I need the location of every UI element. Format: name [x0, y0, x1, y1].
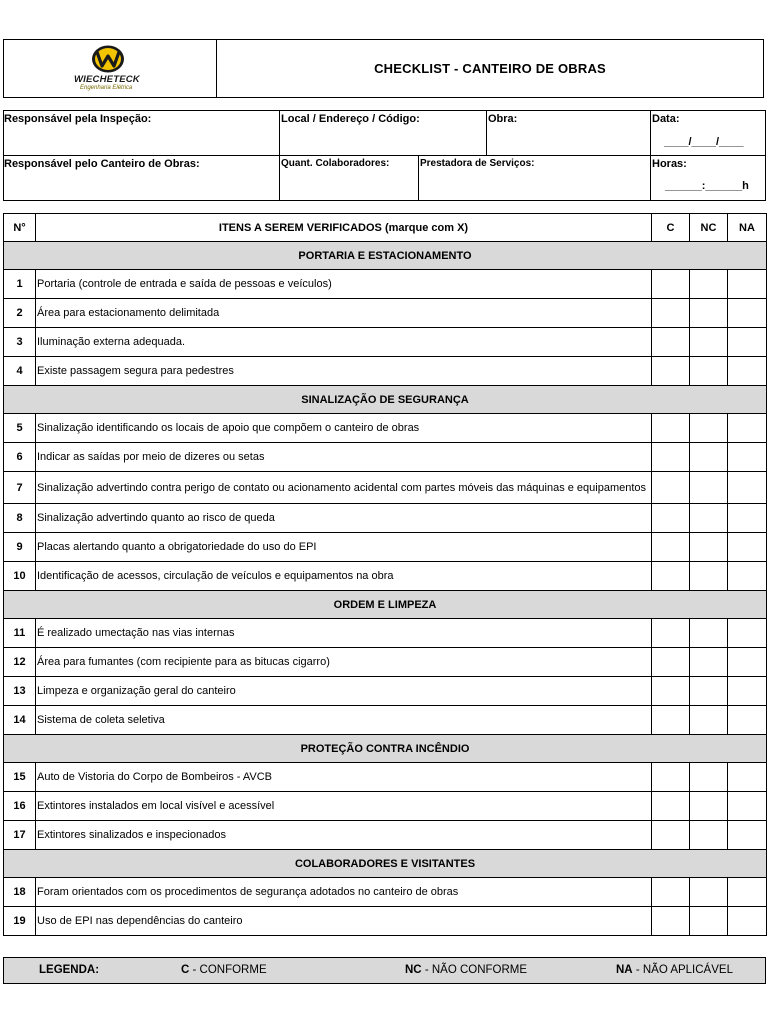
- company-logo: [4, 40, 217, 97]
- data-label: Data:: [652, 113, 680, 125]
- item-text: Extintores sinalizados e inspecionados: [36, 821, 652, 850]
- item-text: Sistema de coleta seletiva: [36, 706, 652, 735]
- table-row: [4, 562, 767, 591]
- info-divider: [650, 111, 651, 200]
- item-number: 19: [4, 907, 36, 936]
- checkbox-c[interactable]: [652, 677, 690, 706]
- checkbox-nc[interactable]: [690, 792, 728, 821]
- table-row: [4, 270, 767, 299]
- checkbox-nc[interactable]: [690, 270, 728, 299]
- table-row: [4, 907, 767, 936]
- info-divider: [486, 111, 487, 155]
- item-text: Área para fumantes (com recipiente para as bitucas cigarro): [36, 648, 652, 677]
- checkbox-nc[interactable]: [690, 821, 728, 850]
- checkbox-c[interactable]: [652, 792, 690, 821]
- checkbox-nc[interactable]: [690, 706, 728, 735]
- checkbox-nc[interactable]: [690, 648, 728, 677]
- logo-w-icon: [91, 45, 125, 73]
- checkbox-c[interactable]: [652, 763, 690, 792]
- checkbox-nc[interactable]: [690, 907, 728, 936]
- item-text: Existe passagem segura para pedestres: [36, 357, 652, 386]
- table-row: [4, 648, 767, 677]
- checkbox-nc[interactable]: [690, 677, 728, 706]
- checkbox-na[interactable]: [728, 878, 767, 907]
- item-number: 1: [4, 270, 36, 299]
- checkbox-c[interactable]: [652, 878, 690, 907]
- info-divider: [279, 111, 280, 200]
- checkbox-na[interactable]: [728, 821, 767, 850]
- section-title: ORDEM E LIMPEZA: [4, 591, 767, 619]
- item-number: 6: [4, 443, 36, 472]
- col-header-items: ITENS A SEREM VERIFICADOS (marque com X): [36, 214, 652, 242]
- col-header-c: C: [652, 214, 690, 242]
- checkbox-nc[interactable]: [690, 328, 728, 357]
- horas-field[interactable]: ______:______h: [665, 180, 749, 192]
- col-header-na: NA: [728, 214, 767, 242]
- section-header-row: [4, 591, 767, 619]
- col-header-nc: NC: [690, 214, 728, 242]
- table-header-row: [4, 214, 767, 242]
- checkbox-nc[interactable]: [690, 619, 728, 648]
- responsavel-canteiro-label: Responsável pelo Canteiro de Obras:: [4, 158, 200, 170]
- item-text: Área para estacionamento delimitada: [36, 299, 652, 328]
- table-row: [4, 504, 767, 533]
- item-number: 4: [4, 357, 36, 386]
- checkbox-nc[interactable]: [690, 299, 728, 328]
- checkbox-c[interactable]: [652, 472, 690, 504]
- checkbox-na[interactable]: [728, 504, 767, 533]
- legend-label: LEGENDA:: [39, 964, 100, 976]
- checkbox-na[interactable]: [728, 648, 767, 677]
- item-text: Sinalização identificando os locais de apoio que compõem o canteiro de obras: [36, 414, 652, 443]
- checkbox-nc[interactable]: [690, 357, 728, 386]
- item-number: 17: [4, 821, 36, 850]
- section-header-row: [4, 386, 767, 414]
- item-text: Placas alertando quanto a obrigatoriedade do uso do EPI: [36, 533, 652, 562]
- checkbox-na[interactable]: [728, 792, 767, 821]
- item-number: 18: [4, 878, 36, 907]
- item-text: Sinalização advertindo contra perigo de contato ou acionamento acidental com partes móveis das máquinas e equipamentos: [36, 472, 652, 504]
- item-text: Indicar as saídas por meio de dizeres ou setas: [36, 443, 652, 472]
- checkbox-c[interactable]: [652, 821, 690, 850]
- table-row: [4, 472, 767, 504]
- item-text: Uso de EPI nas dependências do canteiro: [36, 907, 652, 936]
- item-text: Extintores instalados em local visível e acessível: [36, 792, 652, 821]
- document-header: [3, 39, 764, 98]
- item-text: Iluminação externa adequada.: [36, 328, 652, 357]
- checkbox-c[interactable]: [652, 562, 690, 591]
- logo-subtitle: Engenharia Elétrica: [80, 85, 133, 91]
- inspection-info: [3, 110, 766, 201]
- checkbox-na[interactable]: [728, 907, 767, 936]
- checkbox-na[interactable]: [728, 562, 767, 591]
- checkbox-nc[interactable]: [690, 533, 728, 562]
- checkbox-c[interactable]: [652, 648, 690, 677]
- checkbox-na[interactable]: [728, 677, 767, 706]
- checkbox-na[interactable]: [728, 270, 767, 299]
- checkbox-na[interactable]: [728, 443, 767, 472]
- checkbox-na[interactable]: [728, 619, 767, 648]
- horas-label: Horas:: [652, 158, 687, 170]
- info-divider: [418, 155, 419, 200]
- checkbox-c[interactable]: [652, 299, 690, 328]
- section-header-row: [4, 242, 767, 270]
- item-number: 8: [4, 504, 36, 533]
- table-row: [4, 328, 767, 357]
- item-number: 9: [4, 533, 36, 562]
- table-row: [4, 792, 767, 821]
- checkbox-na[interactable]: [728, 472, 767, 504]
- checkbox-nc[interactable]: [690, 562, 728, 591]
- item-text: Identificação de acessos, circulação de veículos e equipamentos na obra: [36, 562, 652, 591]
- quant-colaboradores-label: Quant. Colaboradores:: [281, 158, 390, 169]
- prestadora-label: Prestadora de Serviços:: [420, 158, 535, 169]
- section-title: SINALIZAÇÃO DE SEGURANÇA: [4, 386, 767, 414]
- table-row: [4, 619, 767, 648]
- item-number: 2: [4, 299, 36, 328]
- checkbox-na[interactable]: [728, 533, 767, 562]
- item-number: 15: [4, 763, 36, 792]
- table-row: [4, 821, 767, 850]
- section-title: PORTARIA E ESTACIONAMENTO: [4, 242, 767, 270]
- table-row: [4, 878, 767, 907]
- checkbox-c[interactable]: [652, 504, 690, 533]
- table-row: [4, 299, 767, 328]
- checkbox-c[interactable]: [652, 270, 690, 299]
- legend-c-code: C: [181, 964, 190, 976]
- item-number: 13: [4, 677, 36, 706]
- checkbox-na[interactable]: [728, 328, 767, 357]
- table-row: [4, 414, 767, 443]
- checkbox-nc[interactable]: [690, 763, 728, 792]
- item-number: 7: [4, 472, 36, 504]
- item-text: Foram orientados com os procedimentos de segurança adotados no canteiro de obras: [36, 878, 652, 907]
- checklist-table: [3, 213, 767, 936]
- legend-na-code: NA: [616, 964, 633, 976]
- obra-label: Obra:: [488, 113, 518, 125]
- table-row: [4, 443, 767, 472]
- checkbox-c[interactable]: [652, 533, 690, 562]
- checkbox-nc[interactable]: [690, 504, 728, 533]
- col-header-number: N°: [4, 214, 36, 242]
- legend-c-text: - CONFORME: [189, 964, 267, 976]
- item-text: É realizado umectação nas vias internas: [36, 619, 652, 648]
- item-number: 14: [4, 706, 36, 735]
- item-number: 5: [4, 414, 36, 443]
- checkbox-na[interactable]: [728, 763, 767, 792]
- section-header-row: [4, 735, 767, 763]
- legend-nc-text: - NÃO CONFORME: [421, 964, 528, 976]
- table-row: [4, 677, 767, 706]
- checkbox-c[interactable]: [652, 706, 690, 735]
- legend-na-text: - NÃO APLICÁVEL: [632, 964, 733, 976]
- data-field[interactable]: ____/____/____: [664, 136, 744, 148]
- checkbox-c[interactable]: [652, 443, 690, 472]
- section-header-row: [4, 850, 767, 878]
- item-text: Auto de Vistoria do Corpo de Bombeiros - AVCB: [36, 763, 652, 792]
- checkbox-c[interactable]: [652, 414, 690, 443]
- checkbox-c[interactable]: [652, 328, 690, 357]
- checkbox-c[interactable]: [652, 357, 690, 386]
- checkbox-na[interactable]: [728, 414, 767, 443]
- checkbox-na[interactable]: [728, 706, 767, 735]
- checkbox-nc[interactable]: [690, 878, 728, 907]
- item-number: 12: [4, 648, 36, 677]
- legend-nc-code: NC: [405, 964, 422, 976]
- checkbox-nc[interactable]: [690, 472, 728, 504]
- responsavel-inspecao-label: Responsável pela Inspeção:: [4, 113, 152, 125]
- checkbox-na[interactable]: [728, 357, 767, 386]
- item-text: Limpeza e organização geral do canteiro: [36, 677, 652, 706]
- table-row: [4, 357, 767, 386]
- section-title: COLABORADORES E VISITANTES: [4, 850, 767, 878]
- table-row: [4, 763, 767, 792]
- checkbox-na[interactable]: [728, 299, 767, 328]
- logo-name: WIECHETECK: [74, 74, 140, 85]
- item-text: Portaria (controle de entrada e saída de pessoas e veículos): [36, 270, 652, 299]
- table-row: [4, 706, 767, 735]
- item-number: 11: [4, 619, 36, 648]
- item-number: 3: [4, 328, 36, 357]
- checkbox-nc[interactable]: [690, 414, 728, 443]
- item-number: 16: [4, 792, 36, 821]
- local-label: Local / Endereço / Código:: [281, 113, 420, 125]
- legend-bar: [3, 957, 766, 984]
- checkbox-c[interactable]: [652, 907, 690, 936]
- document-title: CHECKLIST - CANTEIRO DE OBRAS: [374, 61, 606, 76]
- item-number: 10: [4, 562, 36, 591]
- checkbox-c[interactable]: [652, 619, 690, 648]
- section-title: PROTEÇÃO CONTRA INCÊNDIO: [4, 735, 767, 763]
- table-row: [4, 533, 767, 562]
- item-text: Sinalização advertindo quanto ao risco de queda: [36, 504, 652, 533]
- checkbox-nc[interactable]: [690, 443, 728, 472]
